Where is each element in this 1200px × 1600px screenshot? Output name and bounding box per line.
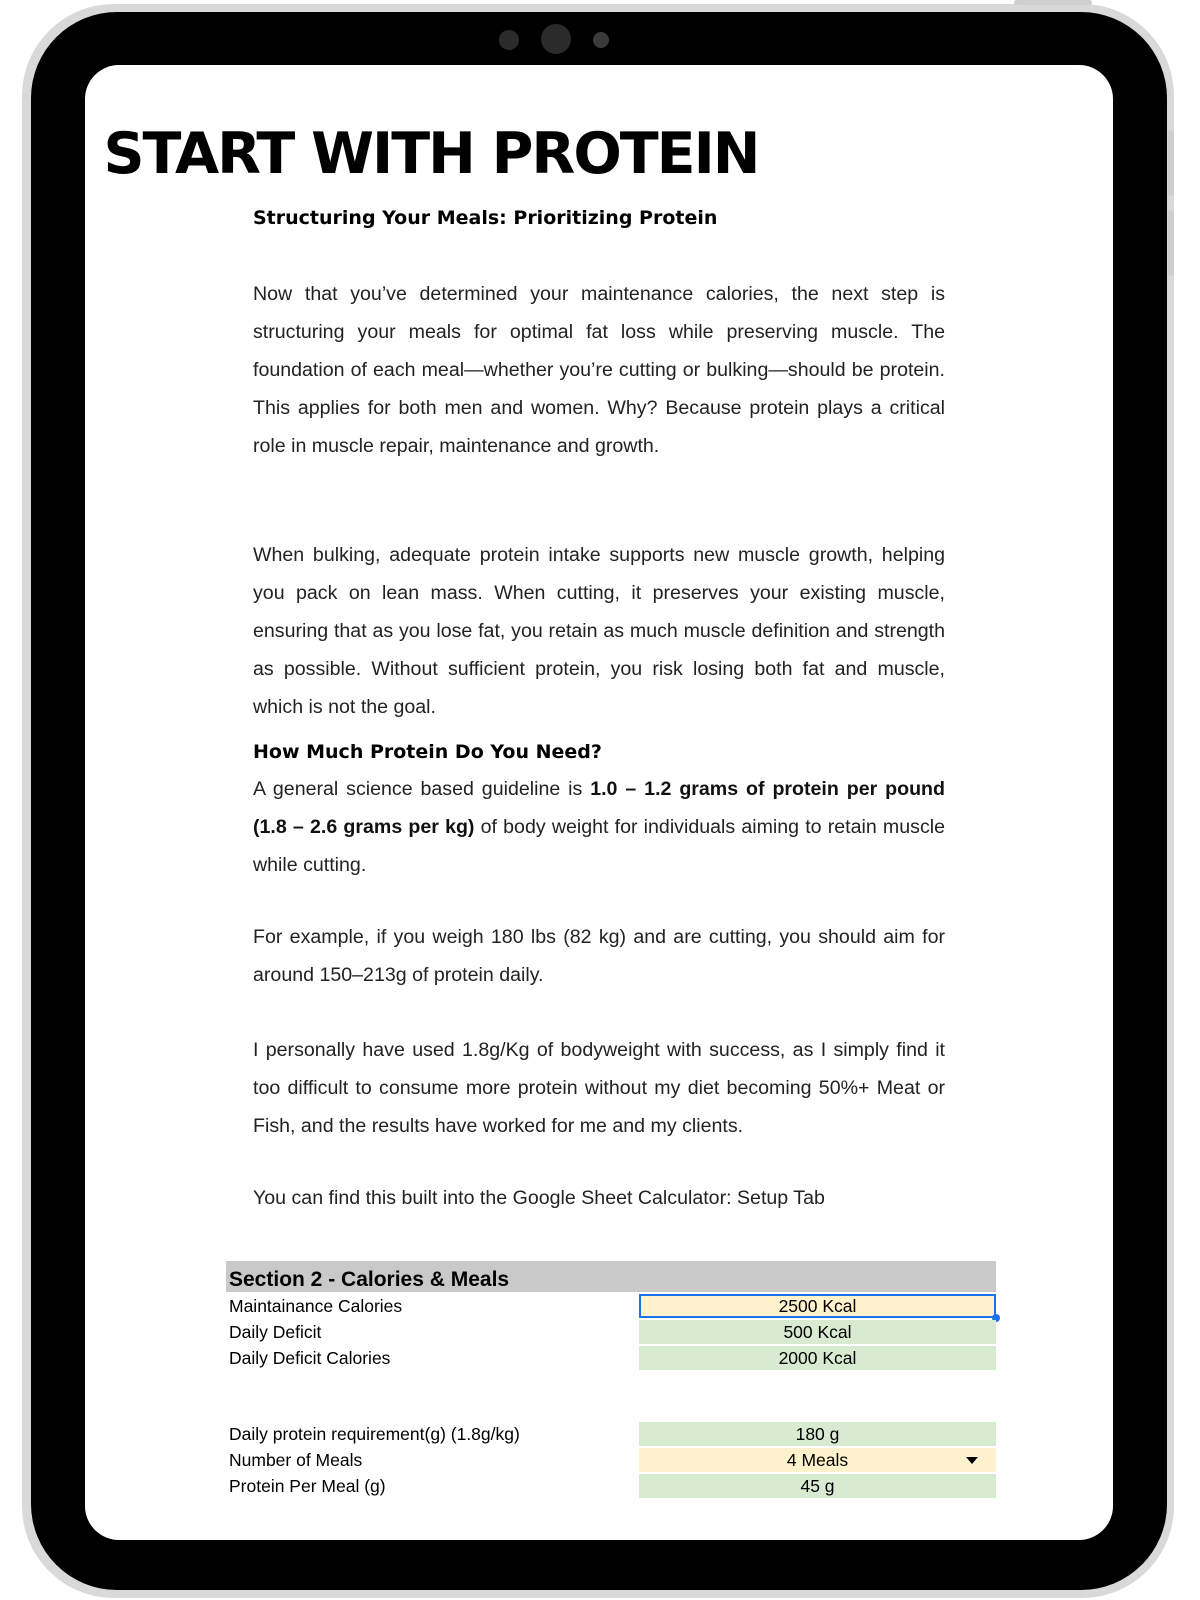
guideline-text-before: A general science based guideline is	[253, 778, 591, 800]
dropdown-arrow-icon[interactable]	[966, 1457, 978, 1464]
protein-per-meal-cell[interactable]: 45 g	[639, 1474, 996, 1498]
daily-deficit-cell[interactable]: 500 Kcal	[639, 1320, 996, 1344]
sheet-row-label: Number of Meals	[229, 1450, 363, 1470]
deficit-calories-cell[interactable]: 2000 Kcal	[639, 1346, 996, 1370]
number-of-meals-select[interactable]	[639, 1448, 996, 1472]
paragraph-bulking-cutting: When bulking, adequate protein intake supports new muscle growth, helping you pack on lean mass. When cutting, it preserves your existing muscle, ensuring that as you lose fat, you retain as much muscle definition and strength as possible. Without sufficient protein, you risk losing both fat and muscle, which is not the goal.	[253, 544, 945, 718]
tablet-side-button	[1168, 210, 1174, 276]
tablet-side-button	[1168, 130, 1174, 196]
paragraph-calculator-note: You can find this built into the Google Sheet Calculator: Setup Tab	[253, 1187, 825, 1209]
protein-requirement-cell[interactable]: 180 g	[639, 1422, 996, 1446]
sheet-row-label: Daily Deficit	[229, 1322, 322, 1342]
maintenance-calories-cell[interactable]: 2500 Kcal	[639, 1294, 996, 1318]
paragraph-intro: Now that you’ve determined your maintenance calories, the next step is structuring your meals for optimal fat loss while preserving muscle. The foundation of each meal—whether you’re cutting or bulking—should be protein. This applies for both men and women. Why? Because protein plays a critical role in muscle repair, maintenance and growth.	[253, 283, 945, 457]
sheet-row-label: Daily Deficit Calories	[229, 1348, 391, 1368]
camera-lens-icon	[541, 24, 571, 54]
section-subheading: Structuring Your Meals: Prioritizing Protein	[253, 207, 718, 229]
number-of-meals-value: 4 Meals	[786, 1450, 849, 1470]
paragraph-example: For example, if you weigh 180 lbs (82 kg) and are cutting, you should aim for around 150–213g of protein daily.	[253, 926, 945, 986]
paragraph-personal: I personally have used 1.8g/Kg of bodyweight with success, as I simply find it too difficult to consume more protein without my diet becoming 50%+ Meat or Fish, and the results have worked for me and my clients.	[253, 1039, 945, 1137]
paragraph-guideline	[253, 770, 945, 884]
camera-sensor-icon	[499, 30, 519, 50]
document-screen[interactable]	[85, 65, 1113, 1540]
guideline-text-bold: 1.0 – 1.2 grams of protein per pound (1.8 – 2.6 grams per kg)	[253, 778, 945, 838]
sheet-section-header: Section 2 - Calories & Meals	[226, 1261, 996, 1292]
camera-indicator-icon	[593, 32, 609, 48]
sheet-row-label: Daily protein requirement(g) (1.8g/kg)	[229, 1424, 520, 1444]
protein-need-subheading: How Much Protein Do You Need?	[253, 741, 602, 763]
tablet-frame	[31, 12, 1167, 1590]
page-title: START WITH PROTEIN	[103, 121, 759, 187]
sheet-row-label: Maintainance Calories	[229, 1296, 403, 1316]
guideline-text-after: of body weight for individuals aiming to retain muscle while cutting.	[253, 816, 945, 876]
tablet-top-button	[1014, 0, 1092, 5]
sheet-row-label: Protein Per Meal (g)	[229, 1476, 386, 1496]
